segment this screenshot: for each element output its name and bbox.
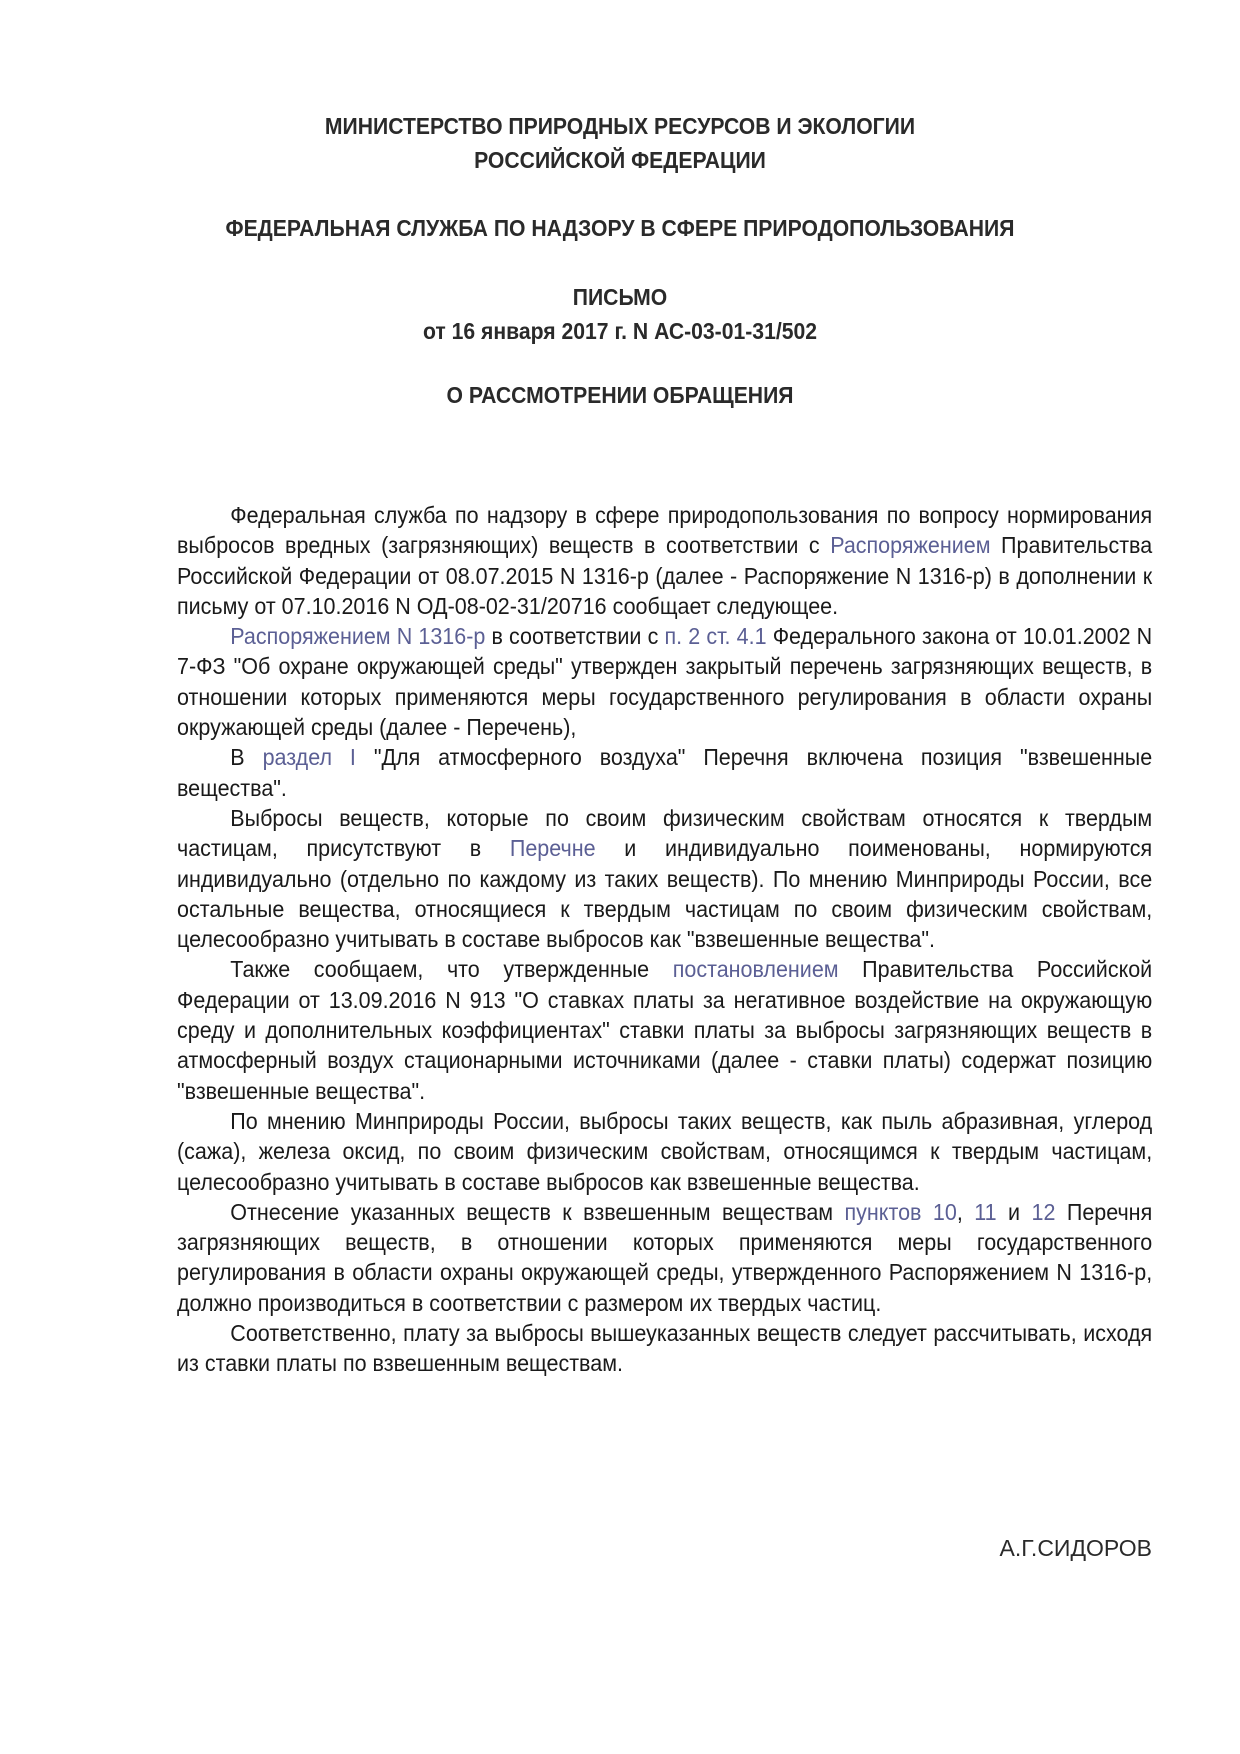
- text: Соответственно, плату за выбросы вышеуказанных веществ следует рассчитывать, исходя из ставки платы по взвешенным веществам.: [177, 1320, 1153, 1377]
- link-punkt-10[interactable]: пунктов 10: [844, 1198, 957, 1225]
- text: Федеральная служба по надзору в сфере природопользования по вопросу нормирования выбросов вредных (загрязняющих) веществ в соответствии с: [177, 502, 1153, 559]
- text: Выбросы веществ, которые по своим физическим свойствам относятся к твердым частицам, присутствуют в: [177, 804, 1153, 862]
- paragraph-6: [177, 1106, 1152, 1197]
- ministry-title-line2: РОССИЙСКОЙ ФЕДЕРАЦИИ: [474, 147, 766, 173]
- link-punkt-11[interactable]: 11: [974, 1198, 997, 1225]
- paragraph-8: [177, 1318, 1152, 1379]
- text: и: [996, 1198, 1032, 1225]
- document-date-number: от 16 января 2017 г. N АС-03-01-31/502: [422, 318, 818, 344]
- text: ,: [956, 1198, 975, 1225]
- service-title: ФЕДЕРАЛЬНАЯ СЛУЖБА ПО НАДЗОРУ В СФЕРЕ ПРИРОДОПОЛЬЗОВАНИЯ: [225, 215, 1015, 241]
- text: Правительства Российской Федерации от 13.09.2016 N 913 "О ставках платы за негативное воздействие на окружающую среду и дополнительных коэффициентах" ставки платы за выбросы загрязняющих веществ в атмосферный воздух стационарными источниками (далее - ставки платы) содержат позицию "взвешенные вещества".: [177, 956, 1153, 1104]
- text: и индивидуально поименованы, нормируются индивидуально (отдельно по каждому из таких веществ). По мнению Минприроды России, все остальные вещества, относящиеся к твердым частицам по своим физическим свойствам, целесообразно учитывать в составе выбросов как "взвешенные вещества".: [177, 835, 1153, 953]
- text: Также сообщаем, что утвержденные: [230, 956, 673, 983]
- paragraph-3: [177, 742, 1152, 803]
- document-subject: О РАССМОТРЕНИИ ОБРАЩЕНИЯ: [446, 382, 794, 408]
- paragraph-1: [177, 500, 1152, 621]
- link-p2-st41[interactable]: п. 2 ст. 4.1: [664, 623, 767, 650]
- signature: А.Г.СИДОРОВ: [999, 1535, 1152, 1561]
- paragraph-5: [177, 954, 1152, 1105]
- link-rasporyazhenie[interactable]: Распоряжением: [830, 532, 991, 559]
- text: Перечня загрязняющих веществ, в отношении которых применяются меры государственного регулирования в области охраны окружающей среды, утвержденного Распоряжением N 1316-р, должно производиться в соответствии с размером их твердых частиц.: [177, 1198, 1153, 1316]
- paragraph-2: [177, 621, 1152, 742]
- document-type: ПИСЬМО: [572, 284, 668, 310]
- link-punkt-12[interactable]: 12: [1031, 1198, 1056, 1225]
- paragraph-7: [177, 1197, 1152, 1318]
- text: Федерального закона от 10.01.2002 N 7-ФЗ "Об охране окружающей среды" утвержден закрытый перечень загрязняющих веществ, в отношении которых применяются меры государственного регулирования в области охраны окружающей среды (далее - Перечень),: [177, 623, 1153, 741]
- text: В: [230, 744, 263, 771]
- paragraph-4: [177, 803, 1152, 954]
- link-razdel-1[interactable]: раздел I: [262, 744, 356, 771]
- text: Отнесение указанных веществ к взвешенным веществам: [230, 1198, 845, 1225]
- letter-body: [177, 500, 1152, 1379]
- ministry-title-line1: МИНИСТЕРСТВО ПРИРОДНЫХ РЕСУРСОВ И ЭКОЛОГИИ: [324, 113, 916, 139]
- text: в соответствии с: [485, 623, 665, 650]
- text: "Для атмосферного воздуха" Перечня включена позиция "взвешенные вещества".: [177, 744, 1153, 801]
- text: По мнению Минприроды России, выбросы таких веществ, как пыль абразивная, углерод (сажа), железа оксид, по своим физическим свойствам, относящимся к твердым частицам, целесообразно учитывать в составе выбросов как взвешенные вещества.: [177, 1107, 1153, 1195]
- link-perechne[interactable]: Перечне: [509, 835, 596, 862]
- link-postanovleniem[interactable]: постановлением: [672, 956, 839, 983]
- link-rasporyazhenie-1316[interactable]: Распоряжением N 1316-р: [230, 623, 486, 650]
- text: Правительства Российской Федерации от 08.07.2015 N 1316-р (далее - Распоряжение N 1316-р) в дополнении к письму от 07.10.2016 N ОД-08-02-31/20716 сообщает следующее.: [177, 532, 1153, 619]
